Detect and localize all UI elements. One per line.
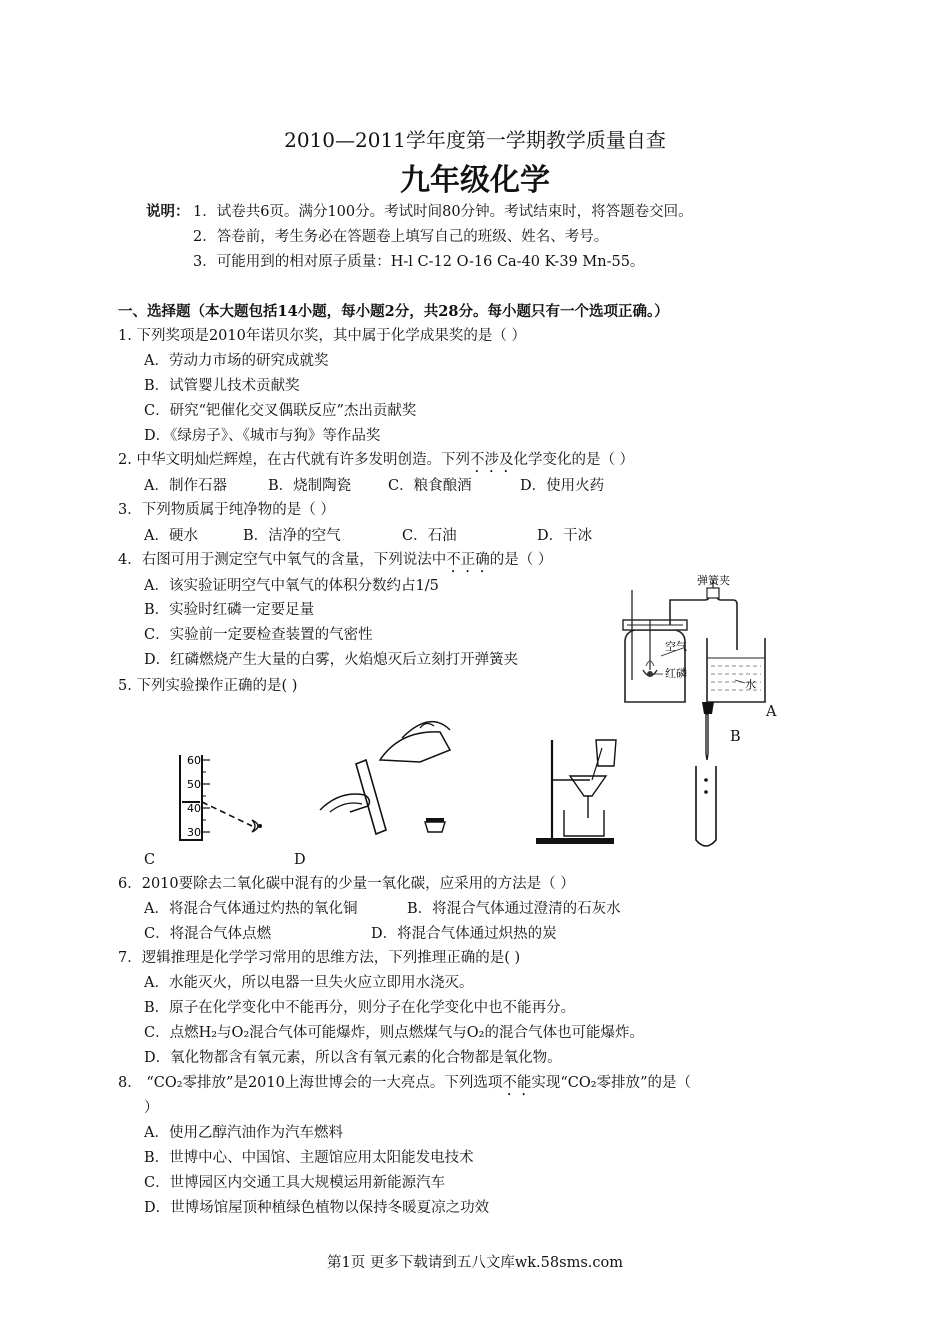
q7-stem: 7．逻辑推理是化学学习常用的思维方法，下列推理正确的是( ) — [118, 950, 521, 966]
q7-option-d: D．氧化物都含有氧元素，所以含有氧元素的化合物都是氧化物。 — [144, 1050, 562, 1066]
tick-50: 50 — [187, 778, 201, 791]
q8-emphasis: 不能 — [502, 1075, 532, 1091]
label-air: 空气 — [665, 640, 687, 653]
q5-label-c: C — [144, 852, 156, 868]
figure-d-pouring — [320, 722, 450, 834]
q8-option-c: C．世博园区内交通工具大规模运用新能源汽车 — [144, 1175, 446, 1191]
note-item-3: 3．可能用到的相对原子质量：H-l C-12 O-16 Ca-40 K-39 Mn-55。 — [193, 254, 645, 270]
q5-label-a: A — [766, 704, 777, 720]
q4-option-b: B．实验时红磷一定要足量 — [144, 602, 315, 618]
q5-figures — [140, 700, 800, 900]
q7-option-c: C．点燃H₂与O₂混合气体可能爆炸，则点燃煤气与O₂的混合气体也可能爆炸。 — [144, 1025, 644, 1041]
q7-option-a: A．水能灭火，所以电器一旦失火应立即用水浇灭。 — [144, 975, 474, 991]
q4-option-c: C．实验前一定要检查装置的气密性 — [144, 627, 373, 643]
notes-label: 说明： — [146, 203, 190, 220]
q2-option-d: D．使用火药 — [520, 478, 605, 494]
q1-option-b: B．试管婴儿技术贡献奖 — [144, 378, 300, 394]
figure-c-cylinder — [180, 754, 262, 840]
label-phosphorus: 红磷 — [665, 667, 687, 680]
tick-30: 30 — [187, 826, 201, 839]
q1-option-d: D．《绿房子》、《城市与狗》等作品奖 — [144, 428, 381, 444]
exam-subject-title: 九年级化学 — [400, 163, 550, 198]
q8-option-b: B．世博中心、中国馆、主题馆应用太阳能发电技术 — [144, 1150, 474, 1166]
q6-option-d: D．将混合气体通过炽热的炭 — [371, 926, 557, 942]
page-footer: 第1页 更多下载请到五八文库wk.58sms.com — [327, 1255, 623, 1271]
note-item-1: 1．试卷共6页。满分100分。考试时间80分钟。考试结束时，将答题卷交回。 — [193, 204, 693, 220]
exam-title: 2010—2011学年度第一学期教学质量自查 — [284, 128, 666, 152]
q3-option-b: B．洁净的空气 — [243, 528, 341, 544]
q5-stem: 5. 下列实验操作正确的是( ) — [118, 678, 298, 694]
q8-stem-cont: ） — [144, 1100, 159, 1116]
section-heading: 一、选择题（本大题包括14小题，每小题2分，共28分。每小题只有一个选项正确。） — [118, 303, 669, 320]
q4-option-a: A．该实验证明空气中氧气的体积分数约占1/5 — [144, 578, 439, 594]
q8-option-a: A．使用乙醇汽油作为汽车燃料 — [144, 1125, 343, 1141]
figure-filtration — [536, 740, 616, 844]
oxygen-measurement-apparatus — [605, 570, 775, 710]
q6-stem: 6．2010要除去二氧化碳中混有的少量一氧化碳，应采用的方法是（ ） — [118, 876, 575, 892]
q6-option-b: B．将混合气体通过澄清的石灰水 — [407, 901, 621, 917]
q3-stem: 3．下列物质属于纯净物的是（ ） — [118, 502, 335, 518]
q4-emphasis: 不正确 — [446, 552, 490, 568]
label-clamp: 弹簧夹 — [697, 574, 730, 587]
q8-stem: 8． “CO₂零排放”是2010上海世博会的一大亮点。下列选项不能实现“CO₂零排放”的是（ — [118, 1075, 691, 1091]
q6-option-c: C．将混合气体点燃 — [144, 926, 272, 942]
q5-label-d: D — [294, 852, 306, 868]
note-item-2: 2．答卷前，考生务必在答题卷上填写自己的班级、姓名、考号。 — [193, 229, 609, 245]
tick-60: 60 — [187, 754, 201, 767]
label-water: 水 — [745, 678, 756, 691]
q2-option-c: C．粮食酿酒 — [388, 478, 472, 494]
q3-option-d: D．干冰 — [537, 528, 593, 544]
q4-option-d: D．红磷燃烧产生大量的白雾，火焰熄灭后立刻打开弹簧夹 — [144, 652, 519, 668]
q3-option-c: C．石油 — [402, 528, 457, 544]
q6-option-a: A．将混合气体通过灼热的氧化铜 — [144, 901, 358, 917]
q2-emphasis: 不涉及 — [469, 452, 514, 468]
figure-dropper — [696, 702, 716, 846]
q8-option-d: D．世博场馆屋顶种植绿色植物以保持冬暖夏凉之功效 — [144, 1200, 490, 1216]
q4-stem: 4．右图可用于测定空气中氧气的含量，下列说法中不正确的是（ ） — [118, 552, 553, 568]
q3-option-a: A．硬水 — [144, 528, 198, 544]
q2-option-a: A．制作石器 — [144, 478, 227, 494]
q1-stem: 1. 下列奖项是2010年诺贝尔奖，其中属于化学成果奖的是（ ） — [118, 328, 526, 344]
q1-option-a: A．劳动力市场的研究成就奖 — [144, 353, 329, 369]
q5-label-b: B — [730, 729, 741, 745]
q1-option-c: C．研究“钯催化交叉偶联反应”杰出贡献奖 — [144, 403, 417, 419]
q2-option-b: B．烧制陶瓷 — [268, 478, 352, 494]
q7-option-b: B．原子在化学变化中不能再分，则分子在化学变化中也不能再分。 — [144, 1000, 576, 1016]
q2-stem: 2. 中华文明灿烂辉煌，在古代就有许多发明创造。下列不涉及化学变化的是（ ） — [118, 452, 635, 468]
tick-40: 40 — [187, 802, 201, 815]
